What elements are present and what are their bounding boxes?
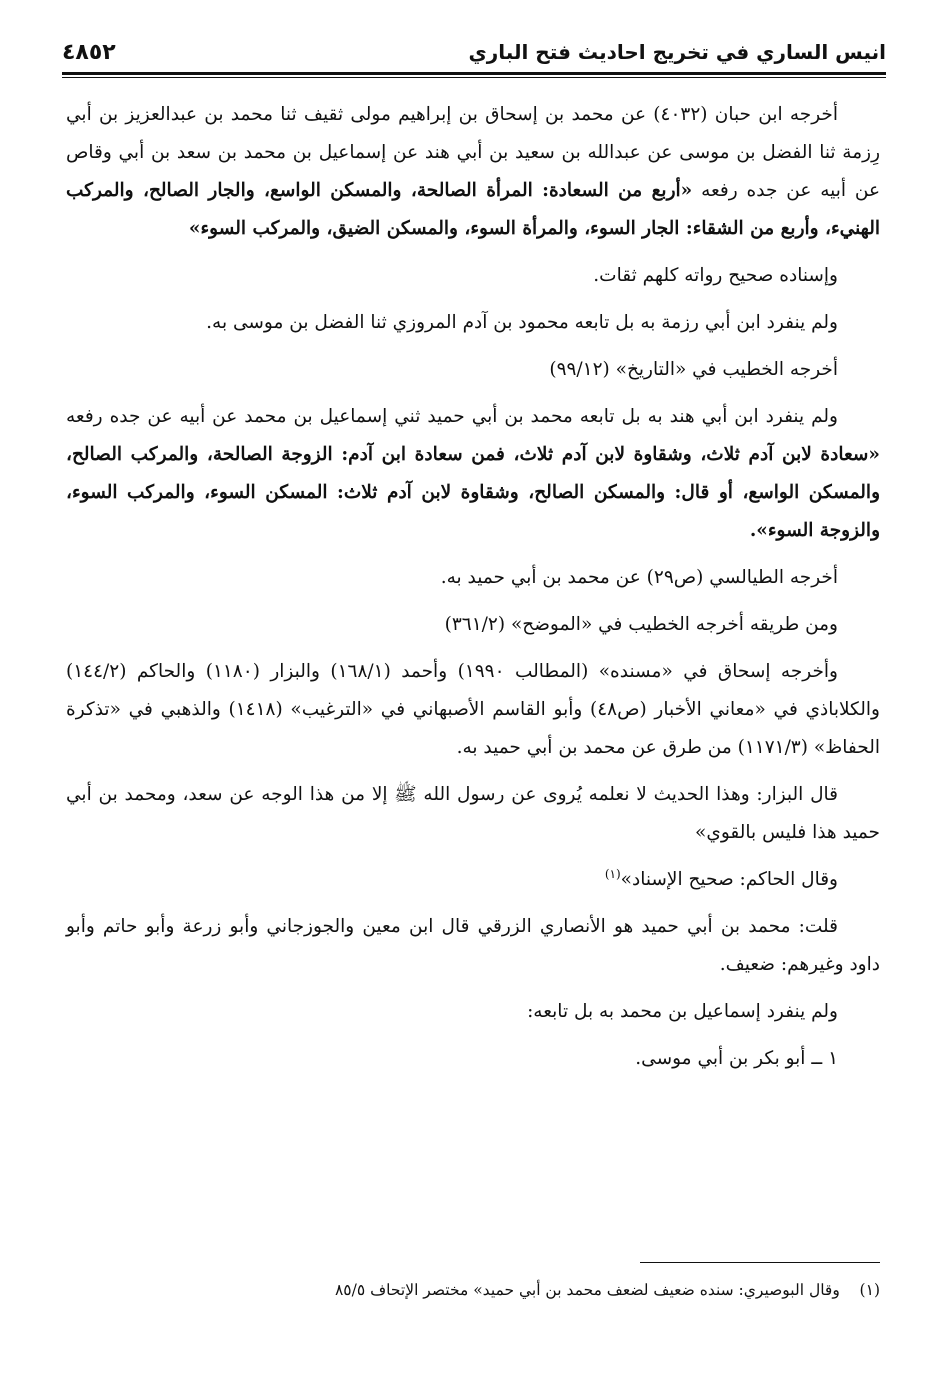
hadith-text: «سعادة لابن آدم ثلاث، وشقاوة لابن آدم ثلاث، فمن سعادة ابن آدم: الزوجة الصالحة، والمركب الصالح، والمسكن الواسع، أو قال: والمسكن الصالح، وشقاوة لابن آدم ثلاث: المسكن السوء، والمركب السوء، والزوجة السوء». <box>66 444 880 541</box>
paragraph-text: أخرجه الطيالسي (ص٢٩) عن محمد بن أبي حميد به. <box>440 567 838 588</box>
paragraph-text: ولم ينفرد إسماعيل بن محمد به بل تابعه: <box>527 1001 838 1022</box>
paragraph-text: وأخرجه إسحاق في «مسنده» (المطالب ١٩٩٠) وأحمد (١٦٨/١) والبزار (١١٨٠) والحاكم (١٤٤/٢) والكلاباذي في «معاني الأخبار (ص٤٨) وأبو القاسم الأصبهاني في «الترغيب» (١٤١٨) والذهبي في «تذكرة الحفاظ» (١١٧١/٣) من طرق عن محمد بن أبي حميد به. <box>66 661 880 758</box>
paragraph-text: قال البزار: وهذا الحديث لا نعلمه يُروى عن رسول الله ﷺ إلا من هذا الوجه عن سعد، ومحمد بن أبي حميد هذا فليس بالقوي» <box>66 784 880 843</box>
paragraph-text: ١ ــ أبو بكر بن أبي موسى. <box>635 1048 838 1069</box>
paragraph <box>66 861 880 899</box>
header-rule-thin <box>62 77 886 78</box>
page-number: ٤٨٥٢ <box>62 39 116 65</box>
paragraph <box>66 606 880 644</box>
main-text <box>66 96 880 1087</box>
paragraph-text: أخرجه ابن حبان (٤٠٣٢) عن محمد بن إسحاق بن إبراهيم مولى ثقيف ثنا محمد بن عبدالعزيز بن أبي رِزمة ثنا الفضل بن موسى عن عبدالله بن سعيد بن أبي هند عن إسماعيل بن محمد بن سعد بن أبي وقاص عن أبيه عن جده رفعه <box>66 104 880 201</box>
paragraph <box>66 559 880 597</box>
hadith-text: «أربع من السعادة: المرأة الصالحة، والمسكن الواسع، والجار الصالح، والمركب الهنيء، وأربع من الشقاء: الجار السوء، والمرأة السوء، والمسكن الضيق، والمركب السوء» <box>66 180 880 239</box>
paragraph-text: ولم ينفرد ابن أبي رزمة به بل تابعه محمود بن آدم المروزي ثنا الفضل بن موسى به. <box>206 312 838 333</box>
paragraph <box>66 1040 880 1078</box>
paragraph-text: وإسناده صحيح رواته كلهم ثقات. <box>593 265 838 286</box>
paragraph <box>66 993 880 1031</box>
running-header <box>62 34 886 70</box>
paragraph <box>66 776 880 852</box>
book-title: انيس الساري في تخريج احاديث فتح الباري <box>468 40 886 64</box>
paragraph-text: ولم ينفرد ابن أبي هند به بل تابعه محمد بن أبي حميد ثني إسماعيل بن محمد عن أبيه عن جده رفعه <box>66 406 838 427</box>
paragraph <box>66 304 880 342</box>
paragraph-text: وقال الحاكم: صحيح الإسناد» <box>620 869 838 890</box>
paragraph <box>66 257 880 295</box>
paragraph-text: ومن طريقه أخرجه الخطيب في «الموضح» (٣٦١/٢) <box>444 614 838 635</box>
footnote-text: وقال البوصيري: سنده ضعيف لضعف محمد بن أبي حميد» مختصر الإتحاف ٨٥/٥ <box>334 1281 840 1299</box>
footnote-rule <box>640 1262 880 1263</box>
header-rule <box>62 72 886 75</box>
paragraph-text: قلت: محمد بن أبي حميد هو الأنصاري الزرقي قال ابن معين والجوزجاني وأبو زرعة وأبو حاتم وأبو داود وغيرهم: ضعيف. <box>66 916 880 975</box>
paragraph <box>66 398 880 550</box>
footnote-marker: (١) <box>859 1281 880 1299</box>
footnote-reference: (١) <box>604 866 621 881</box>
paragraph <box>66 96 880 248</box>
paragraph <box>66 351 880 389</box>
paragraph-text: أخرجه الخطيب في «التاريخ» (٩٩/١٢) <box>549 359 838 380</box>
paragraph <box>66 653 880 767</box>
footnote <box>66 1276 880 1304</box>
paragraph <box>66 908 880 984</box>
